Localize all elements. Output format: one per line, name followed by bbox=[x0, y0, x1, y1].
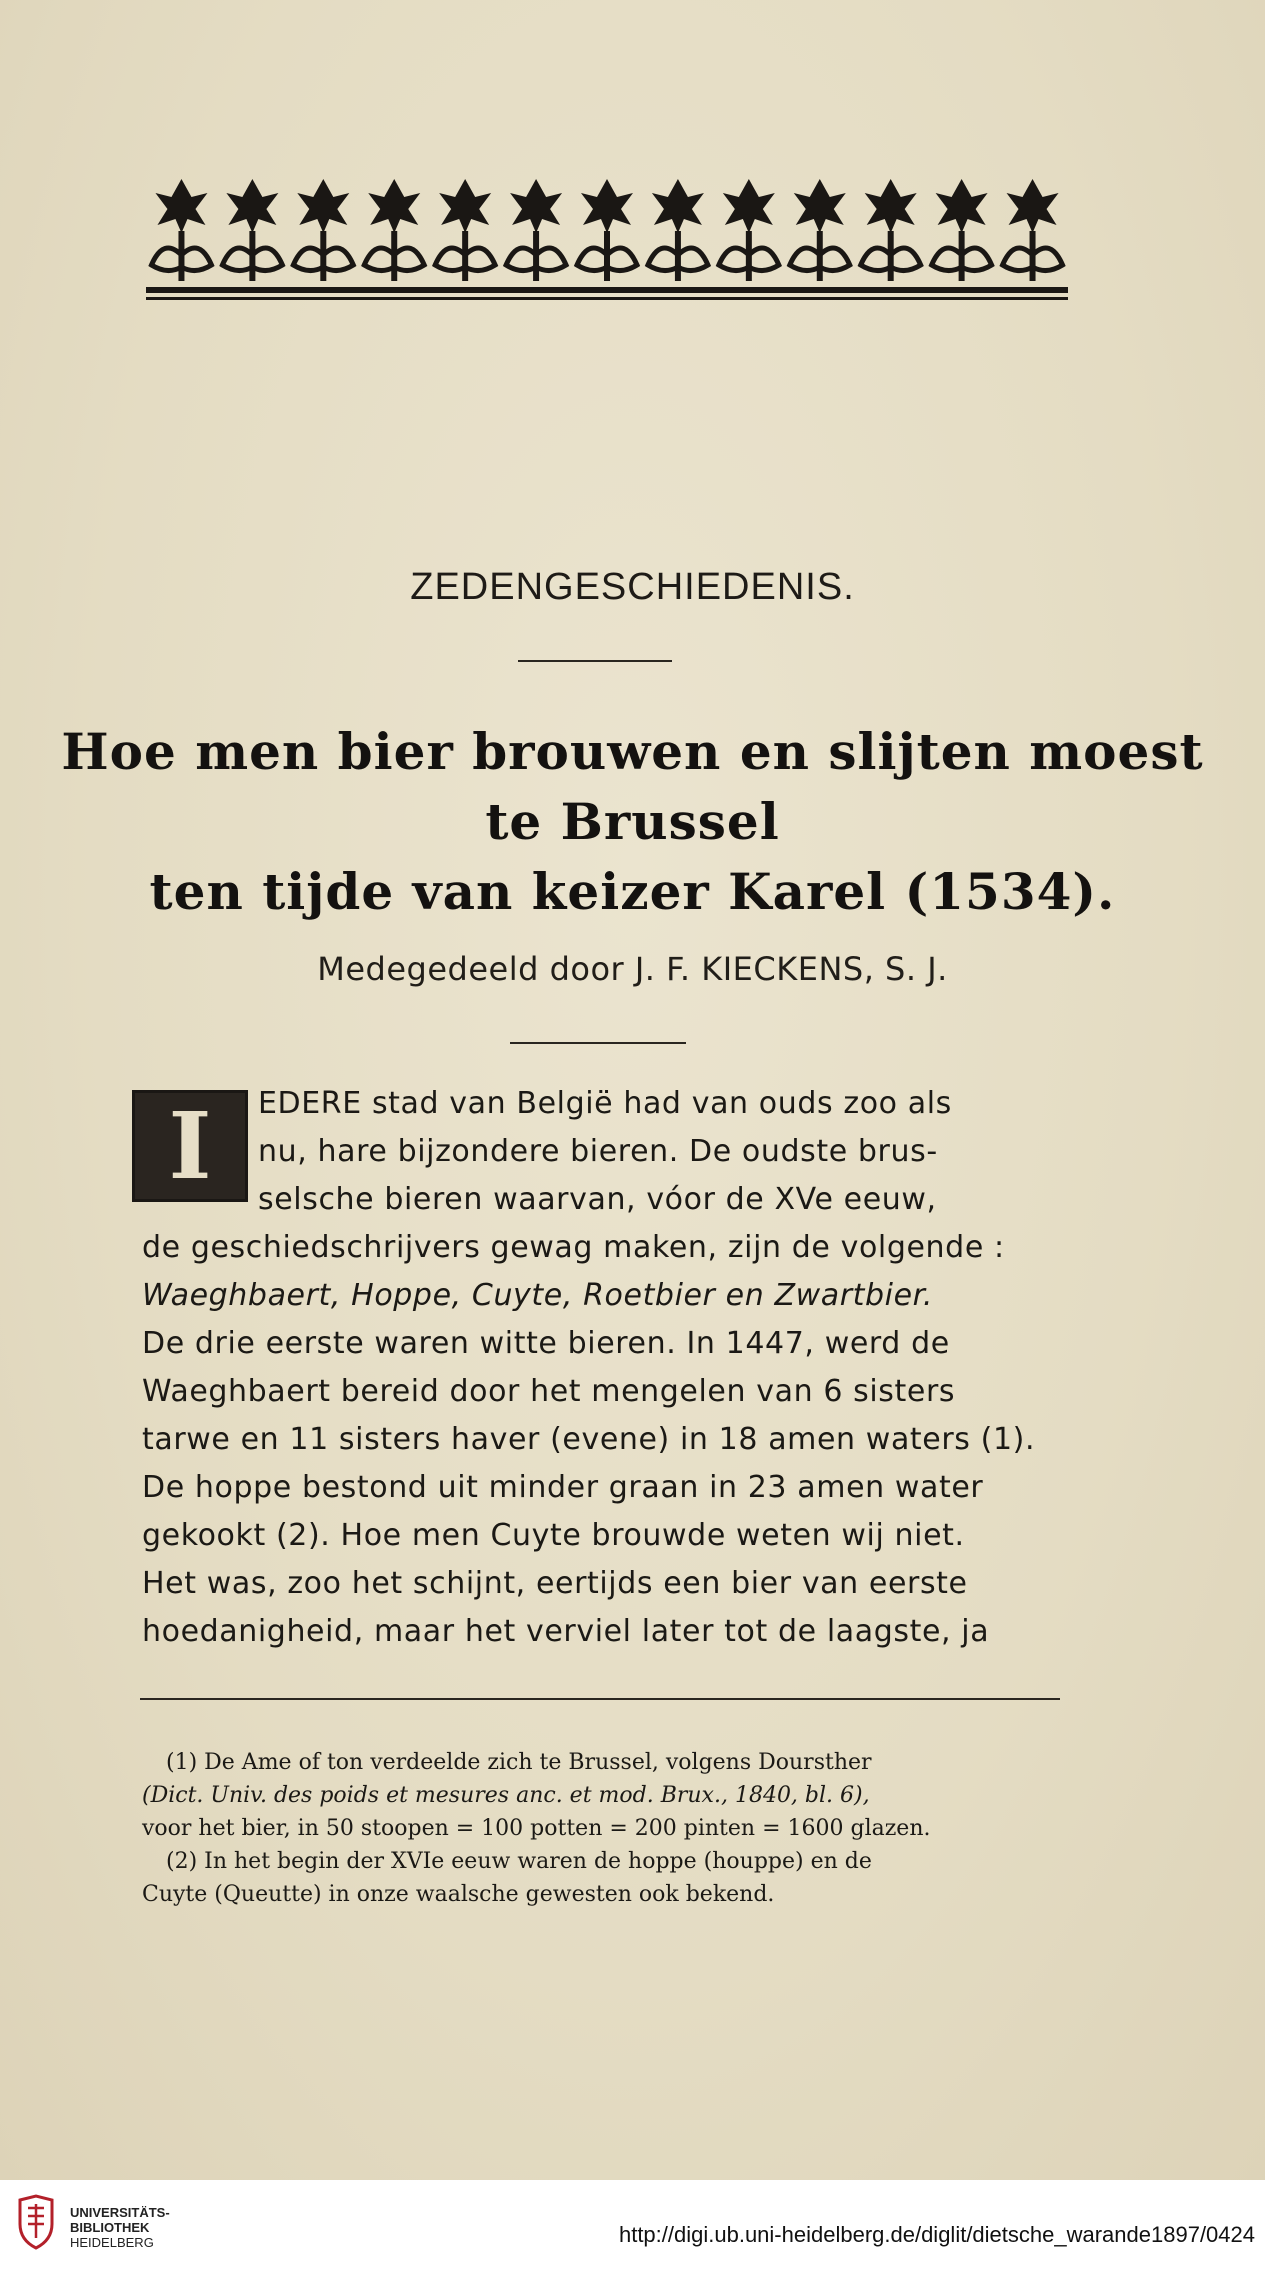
body-line: Het was, zoo het schijnt, eertijds een bier van eerste bbox=[142, 1566, 968, 1601]
body-line: Waeghbaert, Hoppe, Cuyte, Roetbier en Zwartbier. bbox=[142, 1278, 933, 1313]
logo-line-3: HEIDELBERG bbox=[70, 2235, 154, 2250]
article-title-line-1: Hoe men bier brouwen en slijten moest bbox=[61, 722, 1204, 781]
byline-divider bbox=[510, 1042, 686, 1044]
byline: Medegedeeld door J. F. KIECKENS, S. J. bbox=[317, 950, 948, 988]
footnote-line: (Dict. Univ. des poids et mesures anc. et mod. Brux., 1840, bl. 6), bbox=[142, 1783, 870, 1808]
logo-line-1: UNIVERSITÄTS- bbox=[70, 2205, 170, 2220]
footnote-line: (2) In het begin der XVIe eeuw waren de hoppe (houppe) en de bbox=[166, 1849, 872, 1874]
body-line: hoedanigheid, maar het verviel later tot de laagste, ja bbox=[142, 1614, 990, 1649]
body-line: De drie eerste waren witte bieren. In 1447, werd de bbox=[142, 1326, 950, 1361]
section-title: ZEDENGESCHIEDENIS. bbox=[410, 566, 855, 608]
drop-cap-initial bbox=[132, 1090, 248, 1202]
body-line: gekookt (2). Hoe men Cuyte brouwde weten wij niet. bbox=[142, 1518, 965, 1553]
body-line: Waeghbaert bereid door het mengelen van 6 sisters bbox=[142, 1374, 956, 1409]
body-line: nu, hare bijzondere bieren. De oudste brus- bbox=[258, 1134, 938, 1169]
body-line: EDERE stad van België had van ouds zoo als bbox=[258, 1086, 952, 1121]
footnote-rule bbox=[140, 1698, 1060, 1700]
body-line: tarwe en 11 sisters haver (evene) in 18 amen waters (1). bbox=[142, 1422, 1036, 1457]
body-line: De hoppe bestond uit minder graan in 23 amen water bbox=[142, 1470, 984, 1505]
footnote-line: voor het bier, in 50 stoopen = 100 potten = 200 pinten = 1600 glazen. bbox=[142, 1816, 931, 1841]
drop-cap-letter: I bbox=[168, 1092, 212, 1200]
logo-line-2: BIBLIOTHEK bbox=[70, 2220, 150, 2235]
title-divider bbox=[518, 660, 672, 662]
body-line: selsche bieren waarvan, vóor de XVe eeuw, bbox=[258, 1182, 937, 1217]
footnote-line: (1) De Ame of ton verdeelde zich te Brussel, volgens Doursther bbox=[166, 1750, 872, 1775]
article-title-line-2: te Brussel bbox=[485, 792, 780, 851]
footnote-line: Cuyte (Queutte) in onze waalsche gewesten ook bekend. bbox=[142, 1882, 775, 1907]
decorative-header-ornament bbox=[146, 175, 1068, 303]
university-library-logo-icon bbox=[14, 2194, 60, 2252]
library-logo-text bbox=[70, 2205, 170, 2250]
article-title-line-3: ten tijde van keizer Karel (1534). bbox=[149, 862, 1116, 921]
body-line: de geschiedschrijvers gewag maken, zijn de volgende : bbox=[142, 1230, 1005, 1265]
source-url-link[interactable]: http://digi.ub.uni-heidelberg.de/diglit/dietsche_warande1897/0424 bbox=[618, 2222, 1255, 2247]
